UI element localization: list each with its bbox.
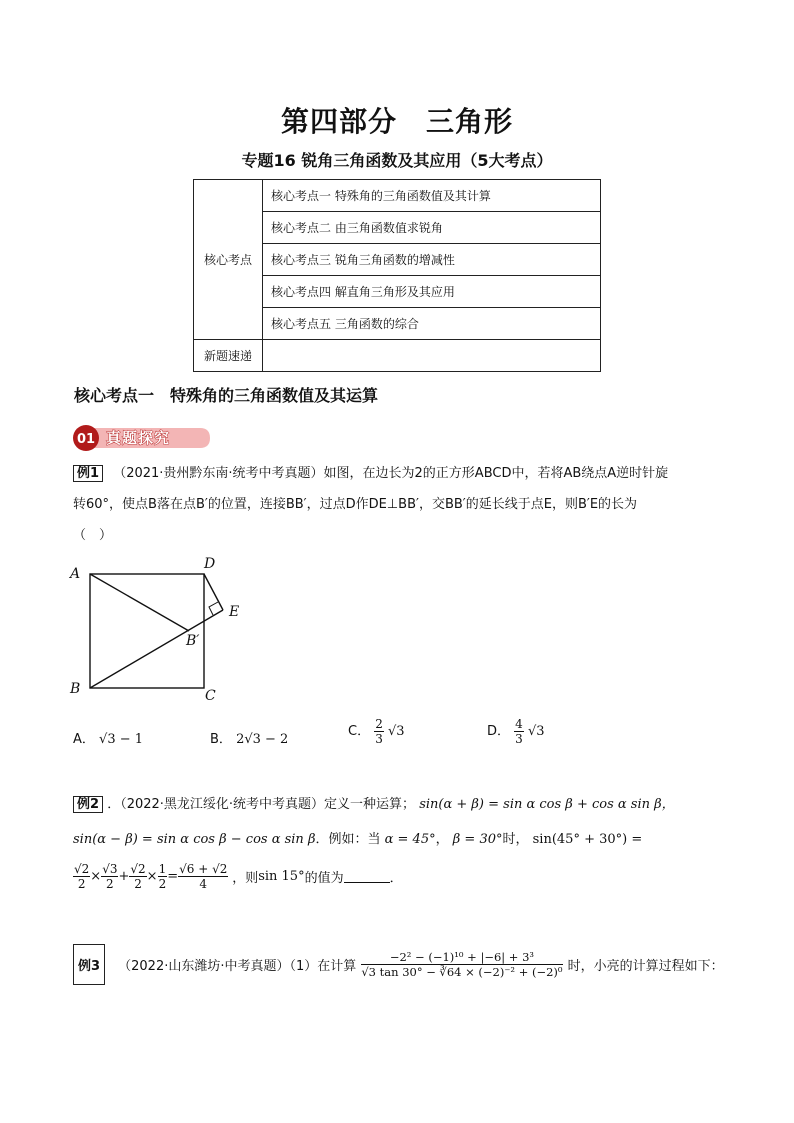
- core-point-3: 核心考点三 锐角三角函数的增减性: [263, 244, 601, 276]
- label-d: D: [204, 556, 216, 572]
- choice-d-num: 4: [515, 717, 523, 731]
- example3-den: √3 tan 30° − ∛64 × (−2)⁻² + (−2)⁰: [361, 965, 563, 979]
- op-3: ×: [146, 869, 158, 884]
- core-points-label: 核心考点: [194, 180, 263, 340]
- banner-number: 01: [76, 432, 96, 447]
- frac-3: [129, 862, 146, 891]
- example2-sin75: sin(45° + 30°) =: [532, 832, 643, 847]
- core-point-1: 核心考点一 特殊角的三角函数值及其计算: [263, 180, 601, 212]
- table-row: [194, 340, 601, 372]
- new-questions-value: [263, 340, 601, 372]
- choice-a-expr: √3 − 1: [99, 732, 144, 747]
- choice-d-den: 3: [515, 732, 523, 746]
- example1-line2: 转60°，使点B落在点B′的位置，连接BB′，过点D作DE⊥BB′，交BB′的延长线于点E，则B′E的长为: [73, 497, 638, 512]
- label-c: C: [205, 688, 216, 704]
- example2-line3: [73, 862, 403, 891]
- example1-label: 例1: [73, 465, 103, 482]
- answer-blank[interactable]: [344, 870, 390, 883]
- frac-2-den: 2: [106, 877, 114, 891]
- example2-beta: β = 30°: [452, 832, 503, 847]
- choice-c-tail: √3: [388, 724, 405, 739]
- choice-d: [487, 717, 545, 746]
- choice-b-expr: 2√3 − 2: [236, 732, 289, 747]
- choice-d-letter: D．: [487, 724, 511, 739]
- example2-text5: 的值为: [304, 871, 344, 886]
- frac-2: [101, 862, 118, 891]
- label-e: E: [229, 604, 240, 620]
- frac-3-num: √2: [130, 862, 146, 876]
- example2-text1: ．（2022·黑龙江绥化·统考中考真题）定义一种运算；: [107, 797, 416, 812]
- label-b-prime: B′: [186, 633, 200, 649]
- op-4: =: [167, 869, 179, 884]
- example2-line2: [73, 828, 642, 847]
- frac-5-den: 4: [199, 877, 208, 891]
- label-a: A: [70, 566, 81, 582]
- choice-c-letter: C．: [348, 724, 371, 739]
- example2-math1: sin(α + β) = sin α cos β + cos α sin β，: [419, 797, 675, 812]
- example3-label: 例3: [73, 944, 105, 985]
- choice-c-fraction: [374, 717, 384, 746]
- banner-text: 真题探究: [106, 429, 171, 447]
- example2-end: ．: [389, 871, 403, 886]
- frac-4-den: 2: [158, 877, 167, 891]
- frac-5-num: √6 + √2: [179, 862, 228, 876]
- example3-num: −2² − (−1)¹⁰ + |−6| + 3³: [361, 950, 562, 965]
- example2-text4: ，则: [232, 871, 259, 886]
- example3-text: （2022·山东潍坊·中考真题）（1）在计算: [118, 959, 357, 974]
- frac-4: [158, 862, 168, 891]
- example2-label: 例2: [73, 796, 103, 813]
- core-points-table: [193, 179, 601, 372]
- choice-c: [348, 717, 405, 746]
- example2-text3: 时，: [502, 832, 529, 847]
- example3-line1: [73, 944, 724, 984]
- label-b: B: [70, 681, 81, 697]
- choice-b: [210, 728, 288, 747]
- new-questions-label: 新题速递: [194, 340, 263, 372]
- choice-b-letter: B．: [210, 732, 232, 747]
- choice-a-letter: A．: [73, 732, 95, 747]
- choice-d-fraction: [514, 717, 524, 746]
- frac-1: [73, 862, 90, 891]
- example3-tail: 时，小亮的计算过程如下：: [567, 959, 724, 974]
- frac-4-num: 1: [158, 862, 167, 876]
- segment-ab-prime: [90, 574, 189, 631]
- op-1: ×: [90, 869, 102, 884]
- example3-fraction: [361, 950, 562, 979]
- frac-1-den: 2: [77, 877, 86, 891]
- example1-figure: [60, 552, 260, 712]
- example1-text1: （2021·贵州黔东南·统考中考真题）如图，在边长为2的正方形ABCD中，若将AB绕点A逆时针旋: [113, 466, 669, 481]
- frac-2-num: √3: [102, 862, 118, 876]
- section-title: 核心考点一 特殊角的三角函数值及其运算: [74, 386, 379, 405]
- choice-c-num: 2: [375, 717, 383, 731]
- table-row: [194, 180, 601, 212]
- segment-be: [90, 610, 223, 688]
- op-2: +: [118, 869, 130, 884]
- topic-title: 专题16 锐角三角函数及其应用（5大考点）: [241, 151, 553, 170]
- example2-alpha: α = 45°: [384, 832, 436, 847]
- example1-line3: （ ）: [73, 528, 113, 543]
- frac-5: [178, 862, 228, 891]
- choice-a: [73, 728, 143, 747]
- core-point-4: 核心考点四 解直角三角形及其应用: [263, 276, 601, 308]
- choice-c-den: 3: [375, 732, 383, 746]
- example1-line1: [73, 462, 668, 481]
- frac-3-den: 2: [134, 877, 142, 891]
- example2-text2: ．例如：当: [315, 832, 381, 847]
- part-title: 第四部分 三角形: [280, 105, 513, 138]
- example2-sin15: sin 15°: [258, 869, 305, 884]
- example2-line1: [73, 793, 675, 812]
- example2-sep: ，: [435, 832, 449, 847]
- core-point-2: 核心考点二 由三角函数值求锐角: [263, 212, 601, 244]
- core-point-5: 核心考点五 三角函数的综合: [263, 308, 601, 340]
- section-banner: [72, 424, 212, 452]
- choice-d-tail: √3: [527, 724, 545, 739]
- example2-math2: sin(α − β) = sin α cos β − cos α sin β: [73, 832, 316, 847]
- frac-1-num: √2: [74, 862, 90, 876]
